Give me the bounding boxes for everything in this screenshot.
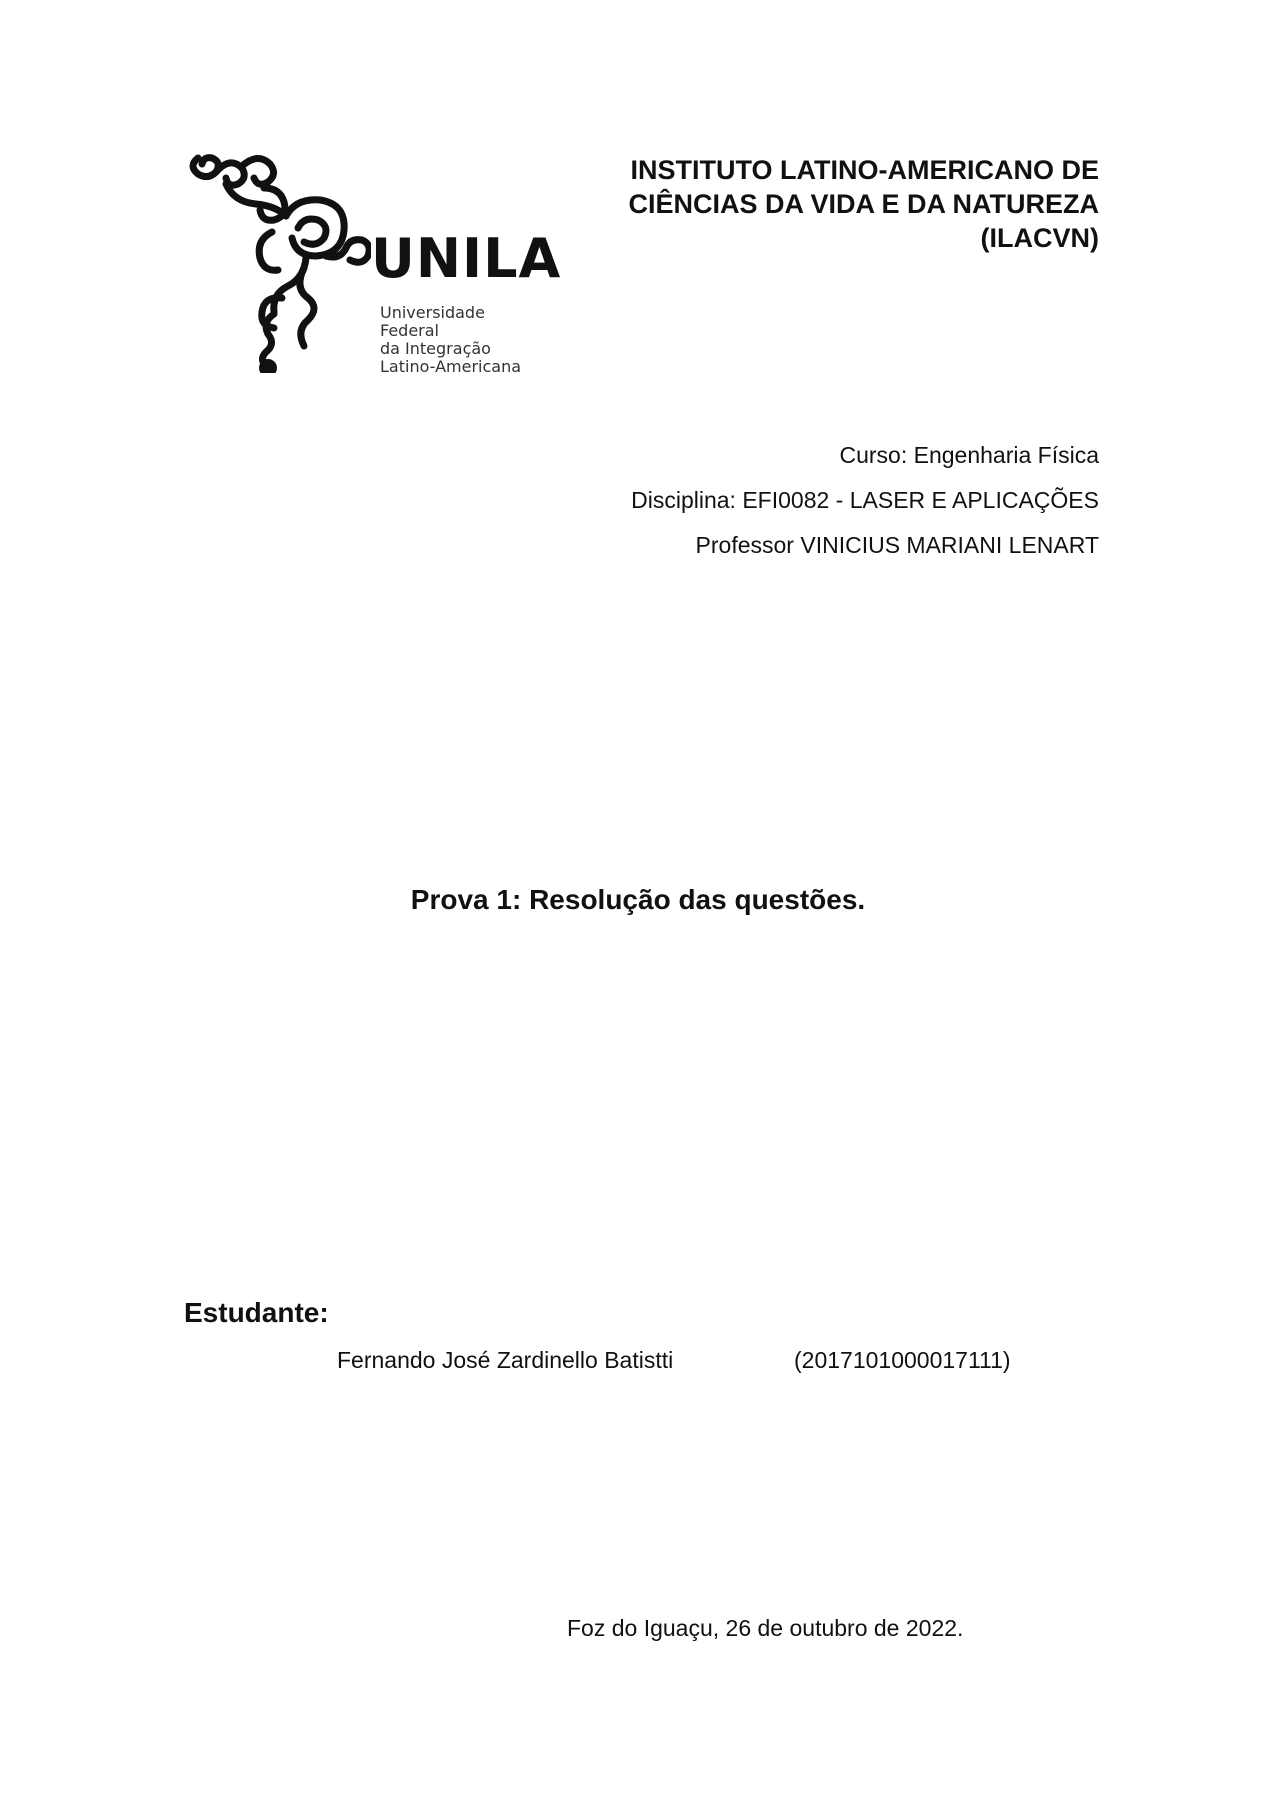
logo-subtitle bbox=[380, 304, 546, 376]
course-info bbox=[399, 433, 1099, 568]
course-professor: Professor VINICIUS MARIANI LENART bbox=[695, 532, 1099, 558]
institute-line: CIÊNCIAS DA VIDA E DA NATUREZA bbox=[628, 189, 1099, 219]
place-date: Foz do Iguaçu, 26 de outubro de 2022. bbox=[567, 1615, 964, 1641]
institute-line: INSTITUTO LATINO-AMERICANO DE bbox=[630, 155, 1099, 185]
document-title bbox=[0, 884, 1280, 916]
unila-emblem-icon bbox=[186, 148, 371, 373]
student-name: Fernando José Zardinello Batistti bbox=[337, 1347, 674, 1373]
logo-wordmark: UNILA bbox=[371, 227, 562, 290]
course-name: Curso: Engenharia Física bbox=[839, 442, 1099, 468]
institute-heading bbox=[539, 153, 1099, 255]
student-id: (2017101000017111) bbox=[794, 1347, 1011, 1373]
student-label: Estudante: bbox=[184, 1297, 329, 1328]
logo-subtitle-line: Latino-Americana bbox=[380, 357, 522, 376]
logo-subtitle-line: Universidade Federal bbox=[380, 303, 485, 340]
course-discipline: Disciplina: EFI0082 - LASER E APLICAÇÕES bbox=[631, 487, 1099, 513]
logo-subtitle-line: da Integração bbox=[380, 339, 491, 358]
unila-logo bbox=[186, 148, 562, 376]
institute-line: (ILACVN) bbox=[980, 223, 1099, 253]
document-title-text: Prova 1: Resolução das questões. bbox=[410, 884, 866, 915]
